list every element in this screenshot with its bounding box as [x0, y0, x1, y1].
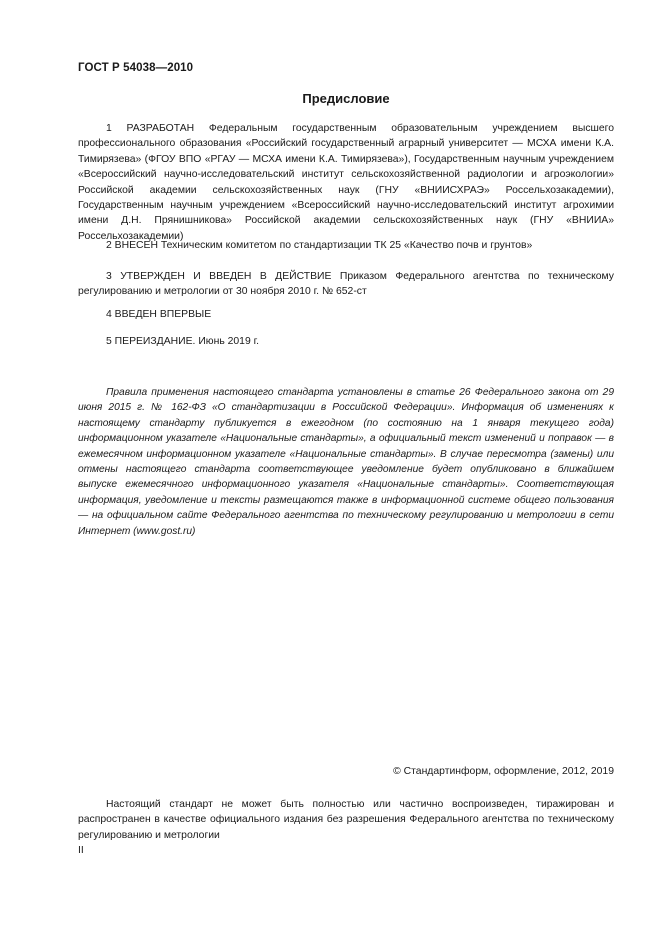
- preface-item-2: 2 ВНЕСЕН Техническим комитетом по стандартизации ТК 25 «Качество почв и грунтов»: [106, 240, 533, 251]
- application-rules-note: Правила применения настоящего стандарта установлены в статье 26 Федерального закона от 29 июня 2015 г. № 162-ФЗ «О стандартизации в Российской Федерации». Информация об изменениях к настоящему стандарту публикуется в ежегодном (по состоянию на 1 января текущего года) информационном указателе «Национальные стандарты», а официальный текст изменений и поправок — в ежемесячном информационном указателе «Национальные стандарты». В случае пересмотра (замены) или отмены настоящего стандарта соответствующее уведомление будет опубликовано в ближайшем выпуске ежемесячного информационного указателя «Национальные стандарты». Соответствующая информация, уведомление и тексты размещаются также в информационной системе общего пользования — на официальном сайте Федерального агентства по техническому регулированию и метрологии в сети Интернет (www.gost.ru): [78, 387, 614, 537]
- copyright-text: Стандартинформ, оформление, 2012, 2019: [403, 766, 614, 777]
- section-title: Предисловие: [302, 91, 390, 106]
- preface-item-3: 3 УТВЕРЖДЕН И ВВЕДЕН В ДЕЙСТВИЕ Приказом Федерального агентства по техническому регулированию и метрологии от 30 ноября 2010 г. № 652-ст: [78, 271, 614, 298]
- copyright-line: [393, 766, 614, 777]
- preface-item-4: 4 ВВЕДЕН ВПЕРВЫЕ: [106, 309, 212, 320]
- reproduction-notice: Настоящий стандарт не может быть полностью или частично воспроизведен, тиражирован и распространен в качестве официального издания без разрешения Федерального агентства по техническому регулированию и метрологии: [78, 799, 614, 841]
- copyright-icon: ©: [393, 766, 401, 777]
- page-number: II: [78, 845, 84, 856]
- preface-item-1: 1 РАЗРАБОТАН Федеральным государственным образовательным учреждением высшего профессионального образования «Российский государственный аграрный университет — МСХА имени К.А. Тимирязева» (ФГОУ ВПО «РГАУ — МСХА имени К.А. Тимирязева»), Государственным научным учреждением «Всероссийский научно-исследовательский институт сельскохозяйственной радиологии и агроэкологии» Российской академии сельскохозяйственных наук (ГНУ «ВНИИСХРАЭ» Россельхозакадемии), Государственным научным учреждением «Всероссийский научно-исследовательский институт агрохимии имени Д.Н. Прянишникова» Российской академии сельскохозяйственных наук (ГНУ «ВНИИА» Россельхозакадемии): [78, 123, 614, 242]
- preface-item-5: 5 ПЕРЕИЗДАНИЕ. Июнь 2019 г.: [106, 336, 260, 347]
- document-header: ГОСТ Р 54038—2010: [78, 62, 194, 74]
